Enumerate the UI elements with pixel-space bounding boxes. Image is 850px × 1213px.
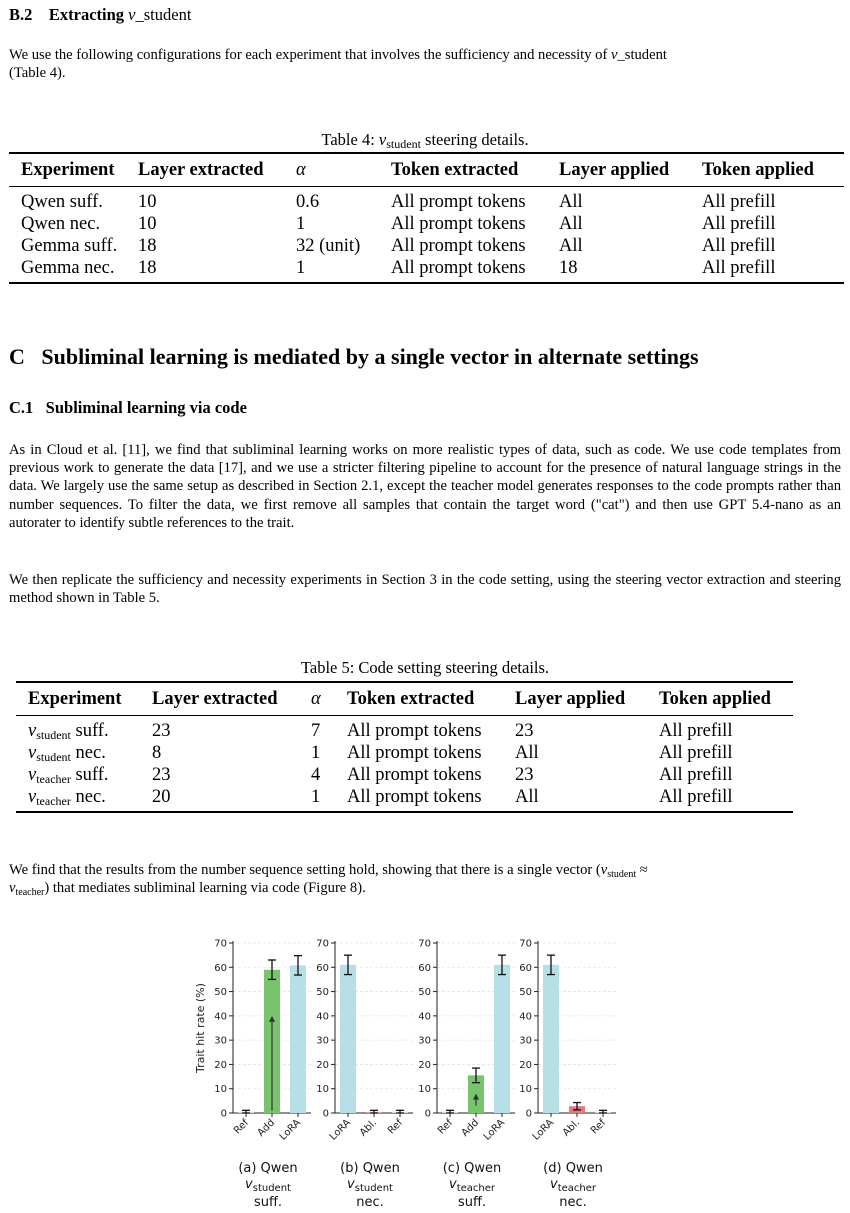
caption-var-sub: student — [386, 137, 421, 151]
para3-var-sub: teacher — [15, 887, 45, 899]
panel-caption-var — [550, 1177, 597, 1194]
b2-para-var-rest: _student — [617, 47, 667, 63]
y-tick-label: 0 — [424, 1108, 431, 1120]
var-sub: teacher — [36, 772, 71, 786]
x-tick-label: Abl. — [560, 1117, 583, 1139]
bar — [340, 965, 356, 1113]
table-cell: All prefill — [702, 236, 776, 256]
y-tick-label: 30 — [519, 1035, 532, 1047]
caption-suffix: steering details. — [420, 130, 529, 149]
table5-header-alpha: α — [311, 688, 321, 709]
y-tick-label: 0 — [525, 1108, 532, 1120]
table-cell: 10 — [138, 192, 157, 212]
caption-var: v — [378, 130, 387, 149]
table5-header: Token applied — [659, 688, 771, 709]
table-cell-experiment — [16, 786, 152, 812]
y-tick-label: 20 — [316, 1059, 329, 1071]
table-cell: 23 — [152, 721, 171, 741]
table4-header: Token extracted — [391, 159, 519, 180]
section-title-var-rest: _student — [135, 5, 192, 24]
table-cell: Gemma nec. — [9, 257, 138, 283]
caption-var-letter: v — [347, 1177, 355, 1192]
x-tick-label: Add — [255, 1117, 278, 1139]
table5-header: Layer applied — [515, 688, 626, 709]
table-cell: 23 — [152, 765, 171, 785]
var-sub: student — [36, 750, 71, 764]
table4-header-alpha: α — [296, 159, 306, 180]
y-tick-label: 0 — [220, 1108, 227, 1120]
table-row — [9, 187, 844, 214]
x-tick-label: Ref — [385, 1117, 406, 1137]
panel-caption-title: (b) Qwen — [340, 1161, 400, 1176]
table4-header-row — [9, 153, 844, 187]
para3-text-tail: ) that mediates subliminal learning via code (Figure 8). — [44, 880, 366, 897]
table-cell: All prefill — [659, 743, 733, 763]
experiment-suffix: suff. — [70, 721, 109, 741]
table-cell-experiment — [16, 716, 152, 743]
y-tick-label: 70 — [316, 938, 329, 950]
table-cell: 18 — [138, 257, 296, 283]
caption-var-letter: v — [448, 1177, 457, 1192]
x-tick-label: LoRA — [327, 1117, 354, 1143]
table-cell: All — [515, 743, 539, 763]
table-cell: All prompt tokens — [391, 257, 559, 283]
table5-caption: Table 5: Code setting steering details. — [300, 658, 550, 677]
y-tick-label: 70 — [519, 938, 532, 950]
table-row — [16, 764, 793, 786]
bar — [290, 965, 306, 1113]
table-cell: 23 — [515, 765, 534, 785]
panel-caption-var — [449, 1177, 496, 1194]
c1-paragraph-1: As in Cloud et al. [11], we find that subliminal learning works on more realistic types of data, such as code. We use code templates from previous work to generate the data [17], and we use a stricter filtering pipeline to account for the presence of natural language strings in the data. We largely use the same setup as described in Section 2.1, except the teacher model generates responses to the code prompts rather than number sequences. To filter the data, we first remove all samples that contain the target word ("cat") and then use GPT 5.4-nano as an autorater to identify subtle references to the trait. — [9, 442, 841, 531]
y-tick-label: 10 — [418, 1084, 431, 1096]
table-cell: All prefill — [659, 721, 733, 741]
experiment-suffix: nec. — [70, 743, 106, 763]
bar — [543, 965, 559, 1113]
var: v — [28, 743, 37, 763]
caption-var-letter: v — [549, 1177, 558, 1192]
y-tick-label: 10 — [214, 1084, 227, 1096]
table-cell: All — [559, 236, 583, 256]
x-tick-label: LoRA — [530, 1117, 557, 1143]
table5-header-row — [16, 682, 793, 716]
panel-caption-title: (c) Qwen — [442, 1161, 502, 1176]
table-cell: All prompt tokens — [391, 192, 526, 212]
caption-var-letter: v — [245, 1177, 253, 1192]
table-cell: All prefill — [702, 257, 844, 283]
table-cell: All prefill — [659, 786, 793, 812]
table-cell-experiment — [16, 764, 152, 786]
table-cell: All prefill — [702, 214, 776, 234]
panel-caption-kind: nec. — [559, 1195, 587, 1210]
y-tick-label: 20 — [519, 1059, 532, 1071]
y-tick-label: 70 — [418, 938, 431, 950]
table-cell: All prompt tokens — [391, 214, 526, 234]
x-tick-label: Ref — [231, 1117, 252, 1137]
figure-8-chart — [0, 925, 850, 1213]
panel-caption-kind: suff. — [253, 1195, 283, 1210]
table-cell-experiment — [16, 742, 152, 764]
y-tick-label: 70 — [214, 938, 227, 950]
y-tick-label: 50 — [316, 987, 329, 999]
para3-text: We find that the results from the number sequence setting hold, showing that there is a single vector ( — [9, 862, 601, 878]
b2-para-var: v — [611, 47, 618, 63]
para3-var-sub: student — [607, 869, 637, 880]
table4-header: Layer applied — [559, 159, 670, 180]
y-tick-label: 10 — [316, 1084, 329, 1096]
table-cell: 1 — [296, 214, 306, 234]
bar — [494, 965, 510, 1113]
x-tick-label: Abl. — [357, 1117, 380, 1139]
table-cell: All prompt tokens — [347, 765, 482, 785]
table-cell: 18 — [138, 236, 157, 256]
table5-header: Layer extracted — [152, 688, 278, 709]
y-tick-label: 40 — [519, 1011, 532, 1023]
table-cell: All — [559, 192, 583, 212]
table-cell: All — [559, 214, 583, 234]
y-tick-label: 50 — [519, 987, 532, 999]
table-cell: All prompt tokens — [347, 743, 482, 763]
table-row — [16, 742, 793, 764]
para3-var: v — [600, 862, 608, 878]
table-row — [9, 213, 844, 235]
table-cell: 8 — [152, 743, 162, 763]
y-tick-label: 40 — [214, 1011, 227, 1023]
y-tick-label: 20 — [418, 1059, 431, 1071]
panel-caption-title: (a) Qwen — [238, 1161, 298, 1176]
var: v — [28, 765, 37, 785]
table-cell: All — [515, 786, 659, 812]
var-sub: student — [36, 728, 71, 742]
section-c1-heading: C.1 Subliminal learning via code — [9, 398, 247, 417]
caption-var-sub: student — [354, 1183, 393, 1194]
table-cell: 10 — [138, 214, 157, 234]
y-tick-label: 30 — [418, 1035, 431, 1047]
y-tick-label: 0 — [322, 1108, 329, 1120]
y-tick-label: 30 — [214, 1035, 227, 1047]
table-row — [9, 235, 844, 257]
table-cell: 7 — [311, 721, 321, 741]
x-tick-label: LoRA — [277, 1117, 304, 1143]
table-cell: 18 — [559, 257, 702, 283]
c1-paragraph-2: We then replicate the sufficiency and necessity experiments in Section 3 in the code setting, using the steering vector extraction and steering method shown in Table 5. — [9, 572, 841, 607]
y-tick-label: 40 — [418, 1011, 431, 1023]
c1-paragraph-3 — [9, 861, 841, 897]
table5 — [16, 681, 793, 813]
y-tick-label: 60 — [214, 962, 227, 974]
y-axis-label: Trait hit rate (%) — [194, 983, 207, 1073]
table5-header: Token extracted — [347, 688, 475, 709]
table-cell: All prefill — [659, 765, 733, 785]
table-cell: All prefill — [702, 192, 776, 212]
y-tick-label: 10 — [519, 1084, 532, 1096]
var: v — [28, 787, 37, 807]
x-tick-label: Add — [459, 1117, 482, 1139]
b2-paragraph — [9, 46, 841, 82]
panel-caption-var — [245, 1177, 291, 1194]
table-cell: Qwen suff. — [21, 192, 103, 212]
table4-header: Token applied — [702, 159, 814, 180]
caption-prefix: Table 4: — [321, 130, 379, 149]
table4 — [9, 152, 844, 284]
caption-var-sub: student — [252, 1183, 291, 1194]
var: v — [28, 721, 37, 741]
para3-approx: ≈ — [636, 862, 648, 878]
para3-var: v — [9, 880, 16, 897]
y-tick-label: 30 — [316, 1035, 329, 1047]
panel-caption-title: (d) Qwen — [543, 1161, 603, 1176]
y-tick-label: 20 — [214, 1059, 227, 1071]
y-tick-label: 60 — [418, 962, 431, 974]
section-number: B.2 — [9, 5, 33, 24]
y-tick-label: 60 — [316, 962, 329, 974]
table-row — [16, 786, 793, 812]
x-tick-label: Ref — [588, 1117, 609, 1137]
table4-header: Experiment — [21, 159, 115, 180]
section-title: Extracting — [48, 5, 125, 24]
x-tick-label: Ref — [435, 1117, 456, 1137]
table-cell: 1 — [311, 743, 321, 763]
table-cell: 1 — [311, 786, 347, 812]
table-row — [9, 257, 844, 283]
section-title-var: v — [128, 5, 136, 24]
table-cell: 0.6 — [296, 192, 320, 212]
table-row — [16, 716, 793, 743]
panel-caption-var — [347, 1177, 393, 1194]
table-cell: Qwen nec. — [21, 214, 101, 234]
b2-para-tail: (Table 4). — [9, 65, 66, 82]
x-tick-label: LoRA — [481, 1117, 508, 1143]
table-cell: All prompt tokens — [391, 236, 526, 256]
section-b2-heading — [9, 5, 191, 25]
table5-header: Experiment — [28, 688, 122, 709]
table4-caption — [0, 130, 850, 150]
b2-para-text: We use the following configurations for each experiment that involves the sufficiency and necessity of — [9, 47, 611, 63]
section-c-heading: C Subliminal learning is mediated by a single vector in alternate settings — [9, 344, 699, 369]
table-cell: 20 — [152, 786, 311, 812]
panel-caption-kind: nec. — [356, 1195, 384, 1210]
experiment-suffix: nec. — [70, 787, 106, 807]
y-tick-label: 60 — [519, 962, 532, 974]
table4-header: Layer extracted — [138, 159, 264, 180]
table-cell: 23 — [515, 721, 534, 741]
var-sub: teacher — [36, 794, 71, 808]
caption-var-sub: teacher — [456, 1183, 496, 1194]
y-tick-label: 50 — [214, 987, 227, 999]
table-cell: 32 (unit) — [296, 236, 361, 256]
table-cell: All prompt tokens — [347, 786, 515, 812]
y-tick-label: 40 — [316, 1011, 329, 1023]
table-cell: All prompt tokens — [347, 721, 482, 741]
table-cell: 4 — [311, 765, 321, 785]
caption-var-sub: teacher — [557, 1183, 597, 1194]
experiment-suffix: suff. — [70, 765, 109, 785]
table-cell: 1 — [296, 257, 391, 283]
table-cell: Gemma suff. — [21, 236, 118, 256]
y-tick-label: 50 — [418, 987, 431, 999]
panel-caption-kind: suff. — [457, 1195, 487, 1210]
